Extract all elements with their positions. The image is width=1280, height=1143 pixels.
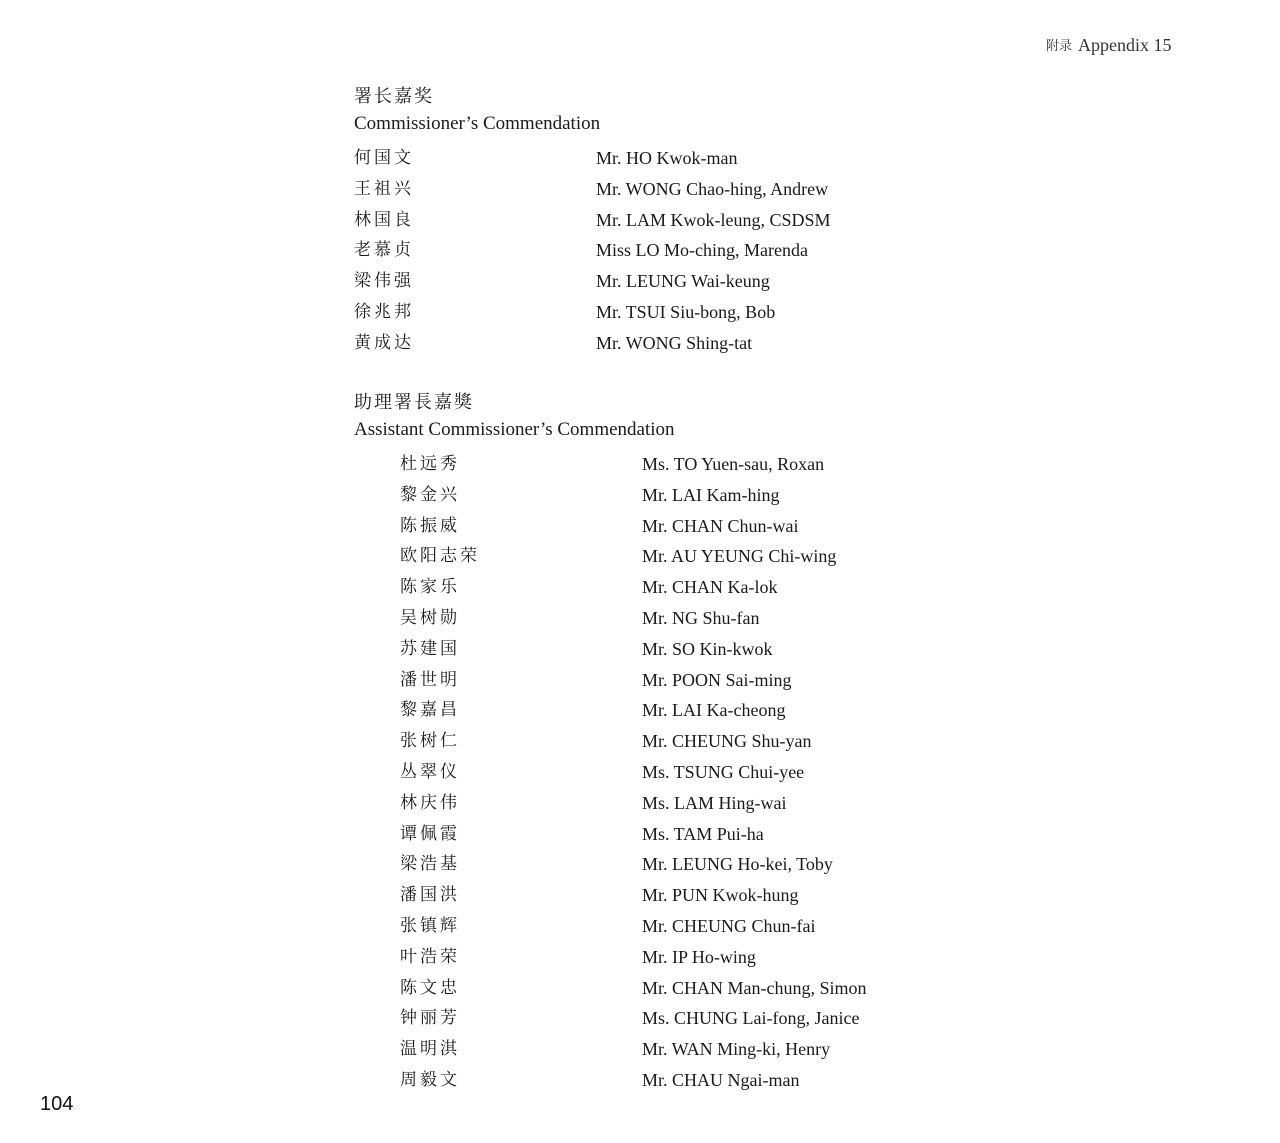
awardee-row [354, 757, 805, 788]
english-name: Mr. WAN Ming-ki, Henry [642, 1039, 831, 1060]
english-name: Mr. IP Ho-wing [642, 946, 756, 967]
english-name: Mr. PUN Kwok-hung [642, 885, 799, 906]
english-name: Ms. CHUNG Lai-fong, Janice [642, 1008, 860, 1029]
awardee-row [354, 973, 867, 1004]
chinese-name: 陈家乐 [400, 577, 460, 597]
chinese-name: 梁浩基 [400, 854, 460, 874]
english-name: Mr. CHAN Man-chung, Simon [642, 977, 867, 998]
chinese-name: 张镇辉 [400, 915, 460, 935]
awardee-row [354, 695, 786, 726]
chinese-name: 吴树勋 [400, 607, 460, 627]
awardee-row [354, 205, 831, 236]
english-name: Mr. TSUI Siu-bong, Bob [596, 301, 776, 322]
awardee-row [354, 665, 792, 696]
chinese-name: 杜远秀 [400, 454, 460, 473]
chinese-name: 林庆伟 [400, 792, 460, 812]
english-name: Mr. CHAU Ngai-man [642, 1069, 800, 1090]
english-name: Mr. SO Kin-kwok [642, 638, 773, 659]
chinese-name: 王祖兴 [354, 178, 414, 198]
english-name: Mr. LAI Ka-cheong [642, 700, 786, 721]
commissioner-commendation-section [354, 84, 831, 359]
english-name: Mr. NG Shu-fan [642, 607, 760, 628]
awardee-row [354, 235, 808, 266]
awardee-row [354, 911, 816, 942]
awardee-list [354, 449, 867, 1096]
chinese-name: 徐兆邦 [354, 301, 414, 321]
english-name: Mr. LEUNG Ho-kei, Toby [642, 854, 833, 875]
chinese-name: 周毅文 [400, 1069, 460, 1089]
awardee-row [354, 449, 825, 480]
page-number: 104 [40, 1093, 74, 1115]
chinese-name: 老慕贞 [354, 240, 414, 260]
awardee-row [354, 819, 764, 850]
english-name: Mr. WONG Chao-hing, Andrew [596, 178, 829, 199]
awardee-row [354, 1034, 831, 1065]
english-name: Mr. CHEUNG Chun-fai [642, 915, 816, 936]
chinese-name: 陈振威 [400, 515, 460, 535]
header-english: Appendix 15 [1078, 35, 1172, 55]
awardee-row [354, 942, 756, 973]
english-name: Miss LO Mo-ching, Marenda [596, 240, 808, 261]
english-name: Mr. CHAN Ka-lok [642, 577, 778, 598]
english-name: Mr. POON Sai-ming [642, 669, 792, 690]
english-name: Mr. WONG Shing-tat [596, 332, 753, 353]
section-title-chinese: 署长嘉奖 [354, 86, 434, 106]
assistant-commissioner-commendation-section [354, 390, 867, 1096]
chinese-name: 潘世明 [400, 669, 460, 689]
chinese-name: 张树仁 [400, 731, 460, 751]
awardee-row [354, 480, 780, 511]
chinese-name: 黄成达 [354, 332, 414, 352]
chinese-name: 叶浩荣 [400, 946, 460, 966]
chinese-name: 梁伟强 [354, 271, 414, 291]
awardee-row [354, 726, 812, 757]
awardee-list [354, 143, 831, 359]
awardee-row [354, 143, 738, 174]
awardee-row [354, 849, 833, 880]
english-name: Mr. CHEUNG Shu-yan [642, 731, 812, 752]
chinese-name: 谭佩霞 [400, 823, 460, 843]
chinese-name: 苏建国 [400, 638, 460, 658]
english-name: Ms. LAM Hing-wai [642, 792, 787, 813]
chinese-name: 潘国洪 [400, 885, 460, 905]
chinese-name: 欧阳志荣 [400, 546, 480, 566]
english-name: Ms. TO Yuen-sau, Roxan [642, 454, 825, 474]
awardee-row [354, 297, 776, 328]
chinese-name: 丛翠仪 [400, 761, 460, 781]
awardee-row [354, 788, 787, 819]
section-title-english: Assistant Commissioner’s Commendation [354, 419, 675, 440]
chinese-name: 黎嘉昌 [400, 700, 460, 720]
section-title-chinese: 助理署長嘉獎 [354, 392, 474, 412]
chinese-name: 黎金兴 [400, 484, 460, 504]
english-name: Mr. LAM Kwok-leung, CSDSM [596, 209, 831, 230]
english-name: Mr. CHAN Chun-wai [642, 515, 799, 536]
awardee-row [354, 1003, 860, 1034]
english-name: Mr. LAI Kam-hing [642, 484, 780, 505]
awardee-row [354, 174, 829, 205]
chinese-name: 何国文 [354, 148, 414, 167]
awardee-row [354, 1065, 800, 1096]
awardee-row [354, 880, 799, 911]
running-header [1046, 35, 1172, 55]
chinese-name: 林国良 [354, 209, 414, 229]
awardee-row [354, 603, 760, 634]
english-name: Mr. LEUNG Wai-keung [596, 271, 770, 292]
awardee-row [354, 541, 837, 572]
awardee-row [354, 266, 770, 297]
awardee-row [354, 328, 753, 359]
awardee-row [354, 634, 773, 665]
chinese-name: 陈文忠 [400, 977, 460, 997]
english-name: Mr. AU YEUNG Chi-wing [642, 546, 837, 567]
awardee-row [354, 511, 799, 542]
chinese-name: 钟丽芳 [400, 1008, 460, 1028]
chinese-name: 温明淇 [400, 1039, 460, 1059]
header-chinese: 附录 [1046, 38, 1073, 53]
section-title-english: Commissioner’s Commendation [354, 113, 601, 134]
english-name: Ms. TAM Pui-ha [642, 823, 764, 844]
awardee-row [354, 572, 778, 603]
english-name: Ms. TSUNG Chui-yee [642, 761, 805, 782]
english-name: Mr. HO Kwok-man [596, 148, 738, 168]
